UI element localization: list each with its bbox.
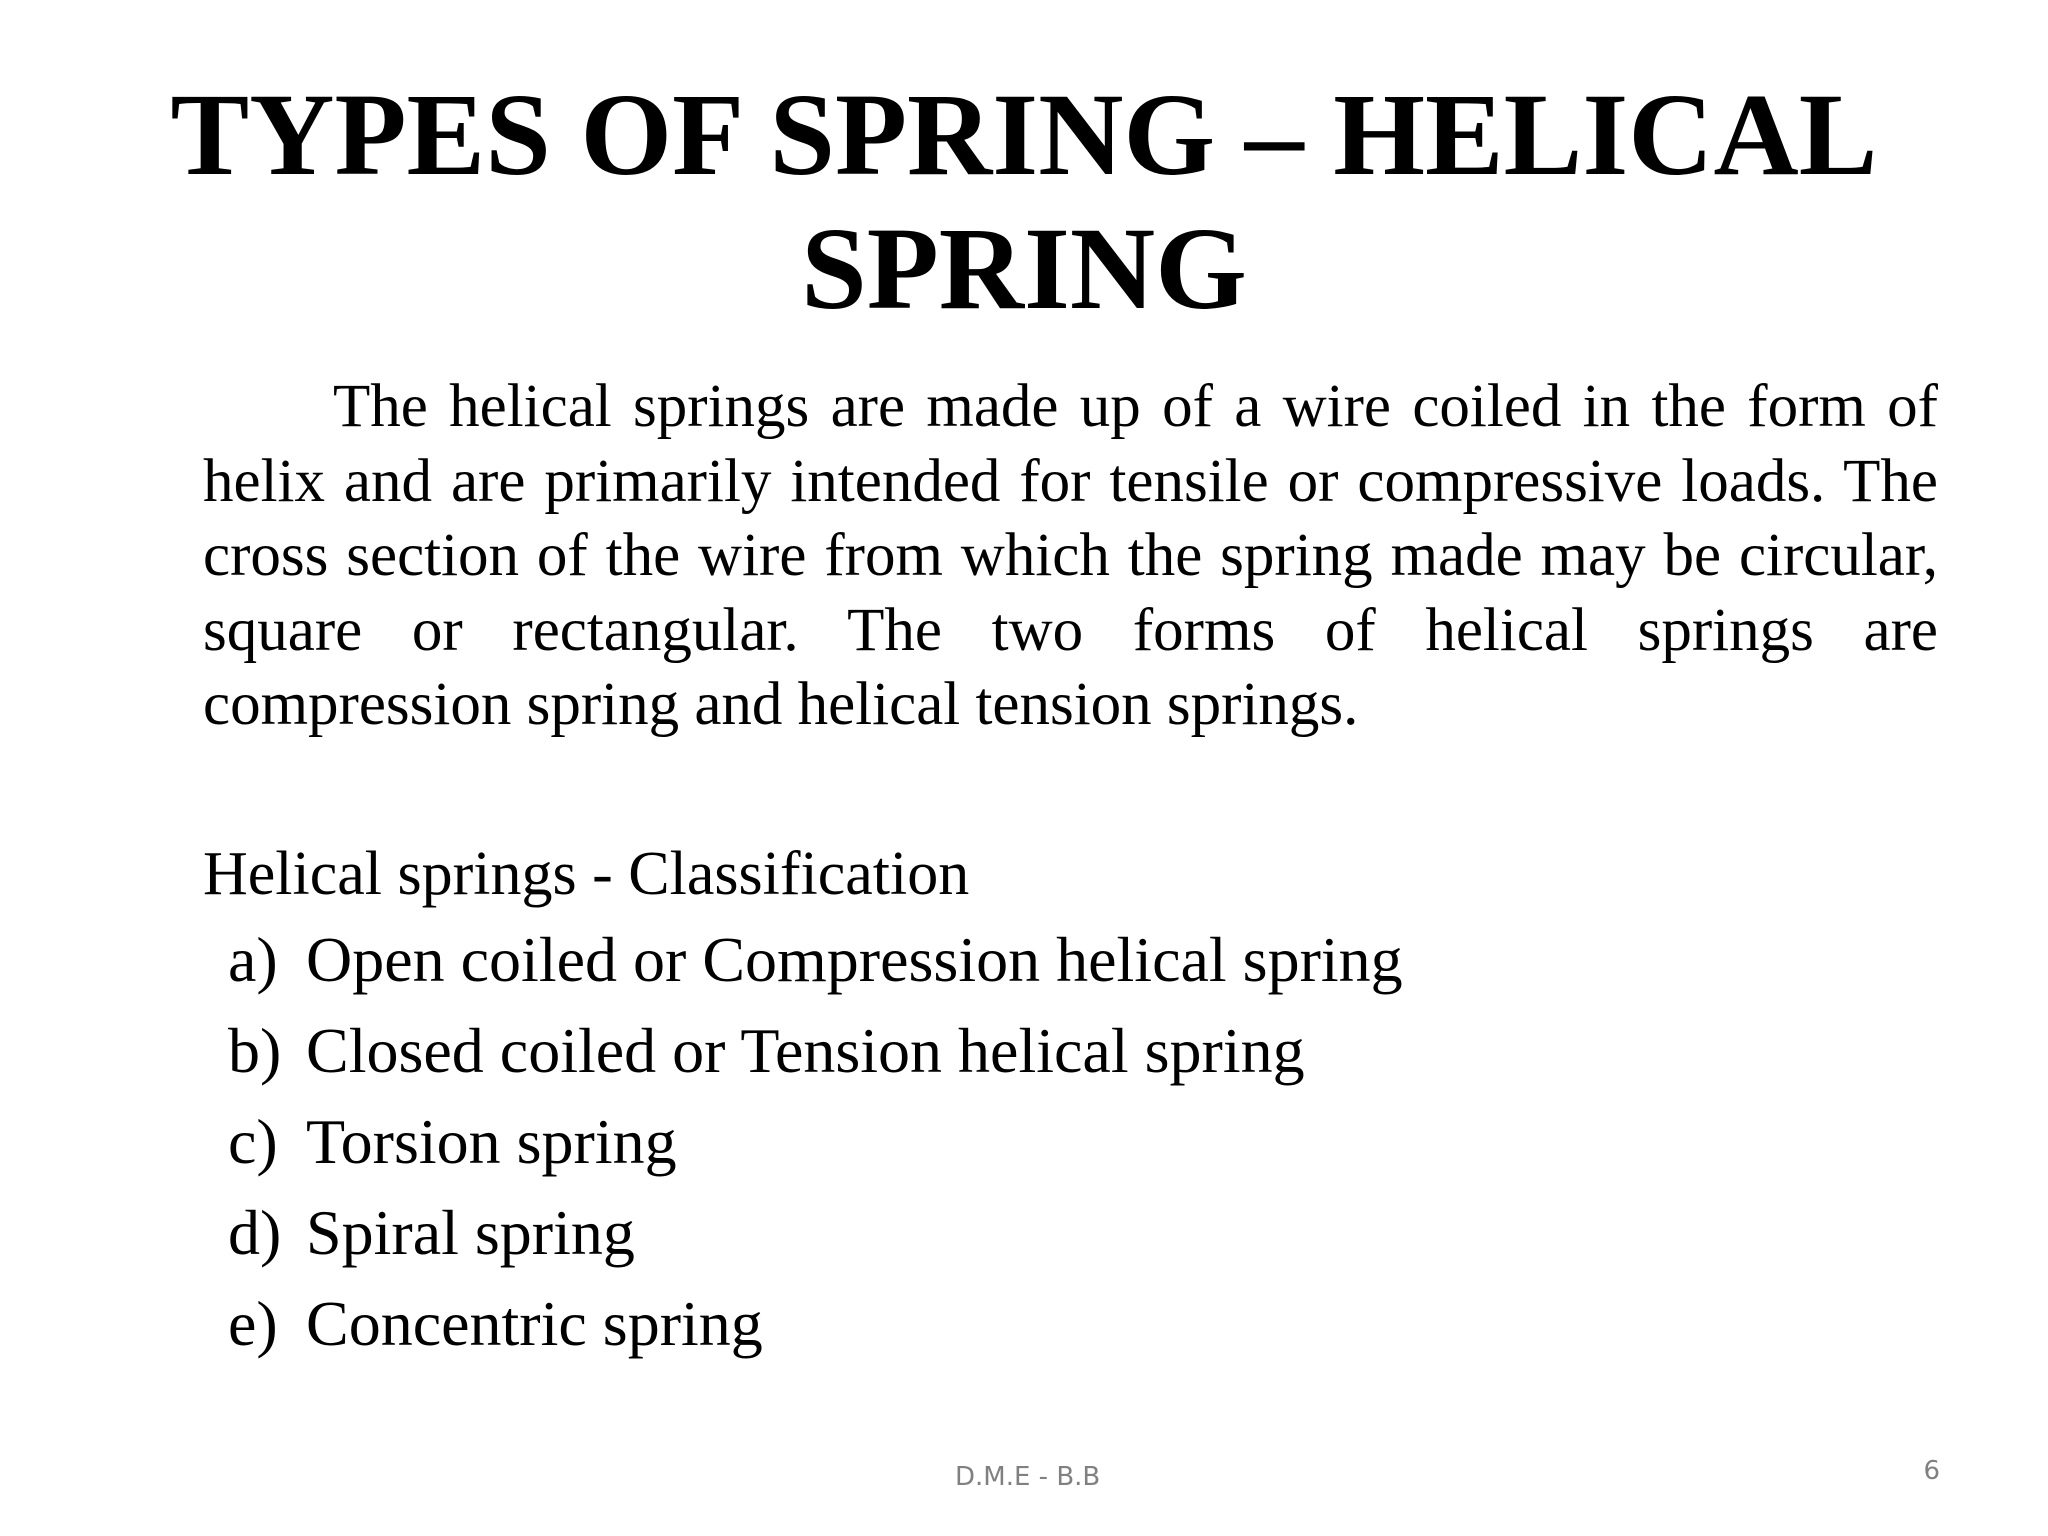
list-item-marker: b) xyxy=(228,1015,282,1086)
list-item xyxy=(228,1104,1403,1195)
list-item-marker: a) xyxy=(228,924,278,995)
list-item xyxy=(228,1195,1403,1286)
list-item xyxy=(228,1013,1403,1104)
body-paragraph: The helical springs are made up of a wire coiled in the form of helix and are primarily intended for tensile or compressive loads. The cross section of the wire from which the spring made may be circular, square or rectangular. The two forms of helical springs are compression spring and helical tension springs. xyxy=(203,373,1938,738)
list-item-text: Concentric spring xyxy=(306,1288,763,1359)
list-item-marker: e) xyxy=(228,1288,278,1359)
list-item-text: Torsion spring xyxy=(306,1106,677,1177)
slide-footer: D.M.E - B.B xyxy=(955,1462,1101,1492)
list-item-marker: c) xyxy=(228,1106,278,1177)
classification-heading: Helical springs - Classification xyxy=(203,840,970,908)
list-item-text: Spiral spring xyxy=(306,1197,635,1268)
list-item xyxy=(228,922,1403,1013)
list-item xyxy=(228,1286,1403,1377)
classification-list xyxy=(228,922,1403,1377)
list-item-text: Open coiled or Compression helical spring xyxy=(306,924,1403,995)
slide-number: 6 xyxy=(1923,1456,1940,1486)
slide-title: TYPES OF SPRING – HELICAL SPRING xyxy=(170,69,1878,334)
list-item-text: Closed coiled or Tension helical spring xyxy=(306,1015,1305,1086)
list-item-marker: d) xyxy=(228,1197,282,1268)
